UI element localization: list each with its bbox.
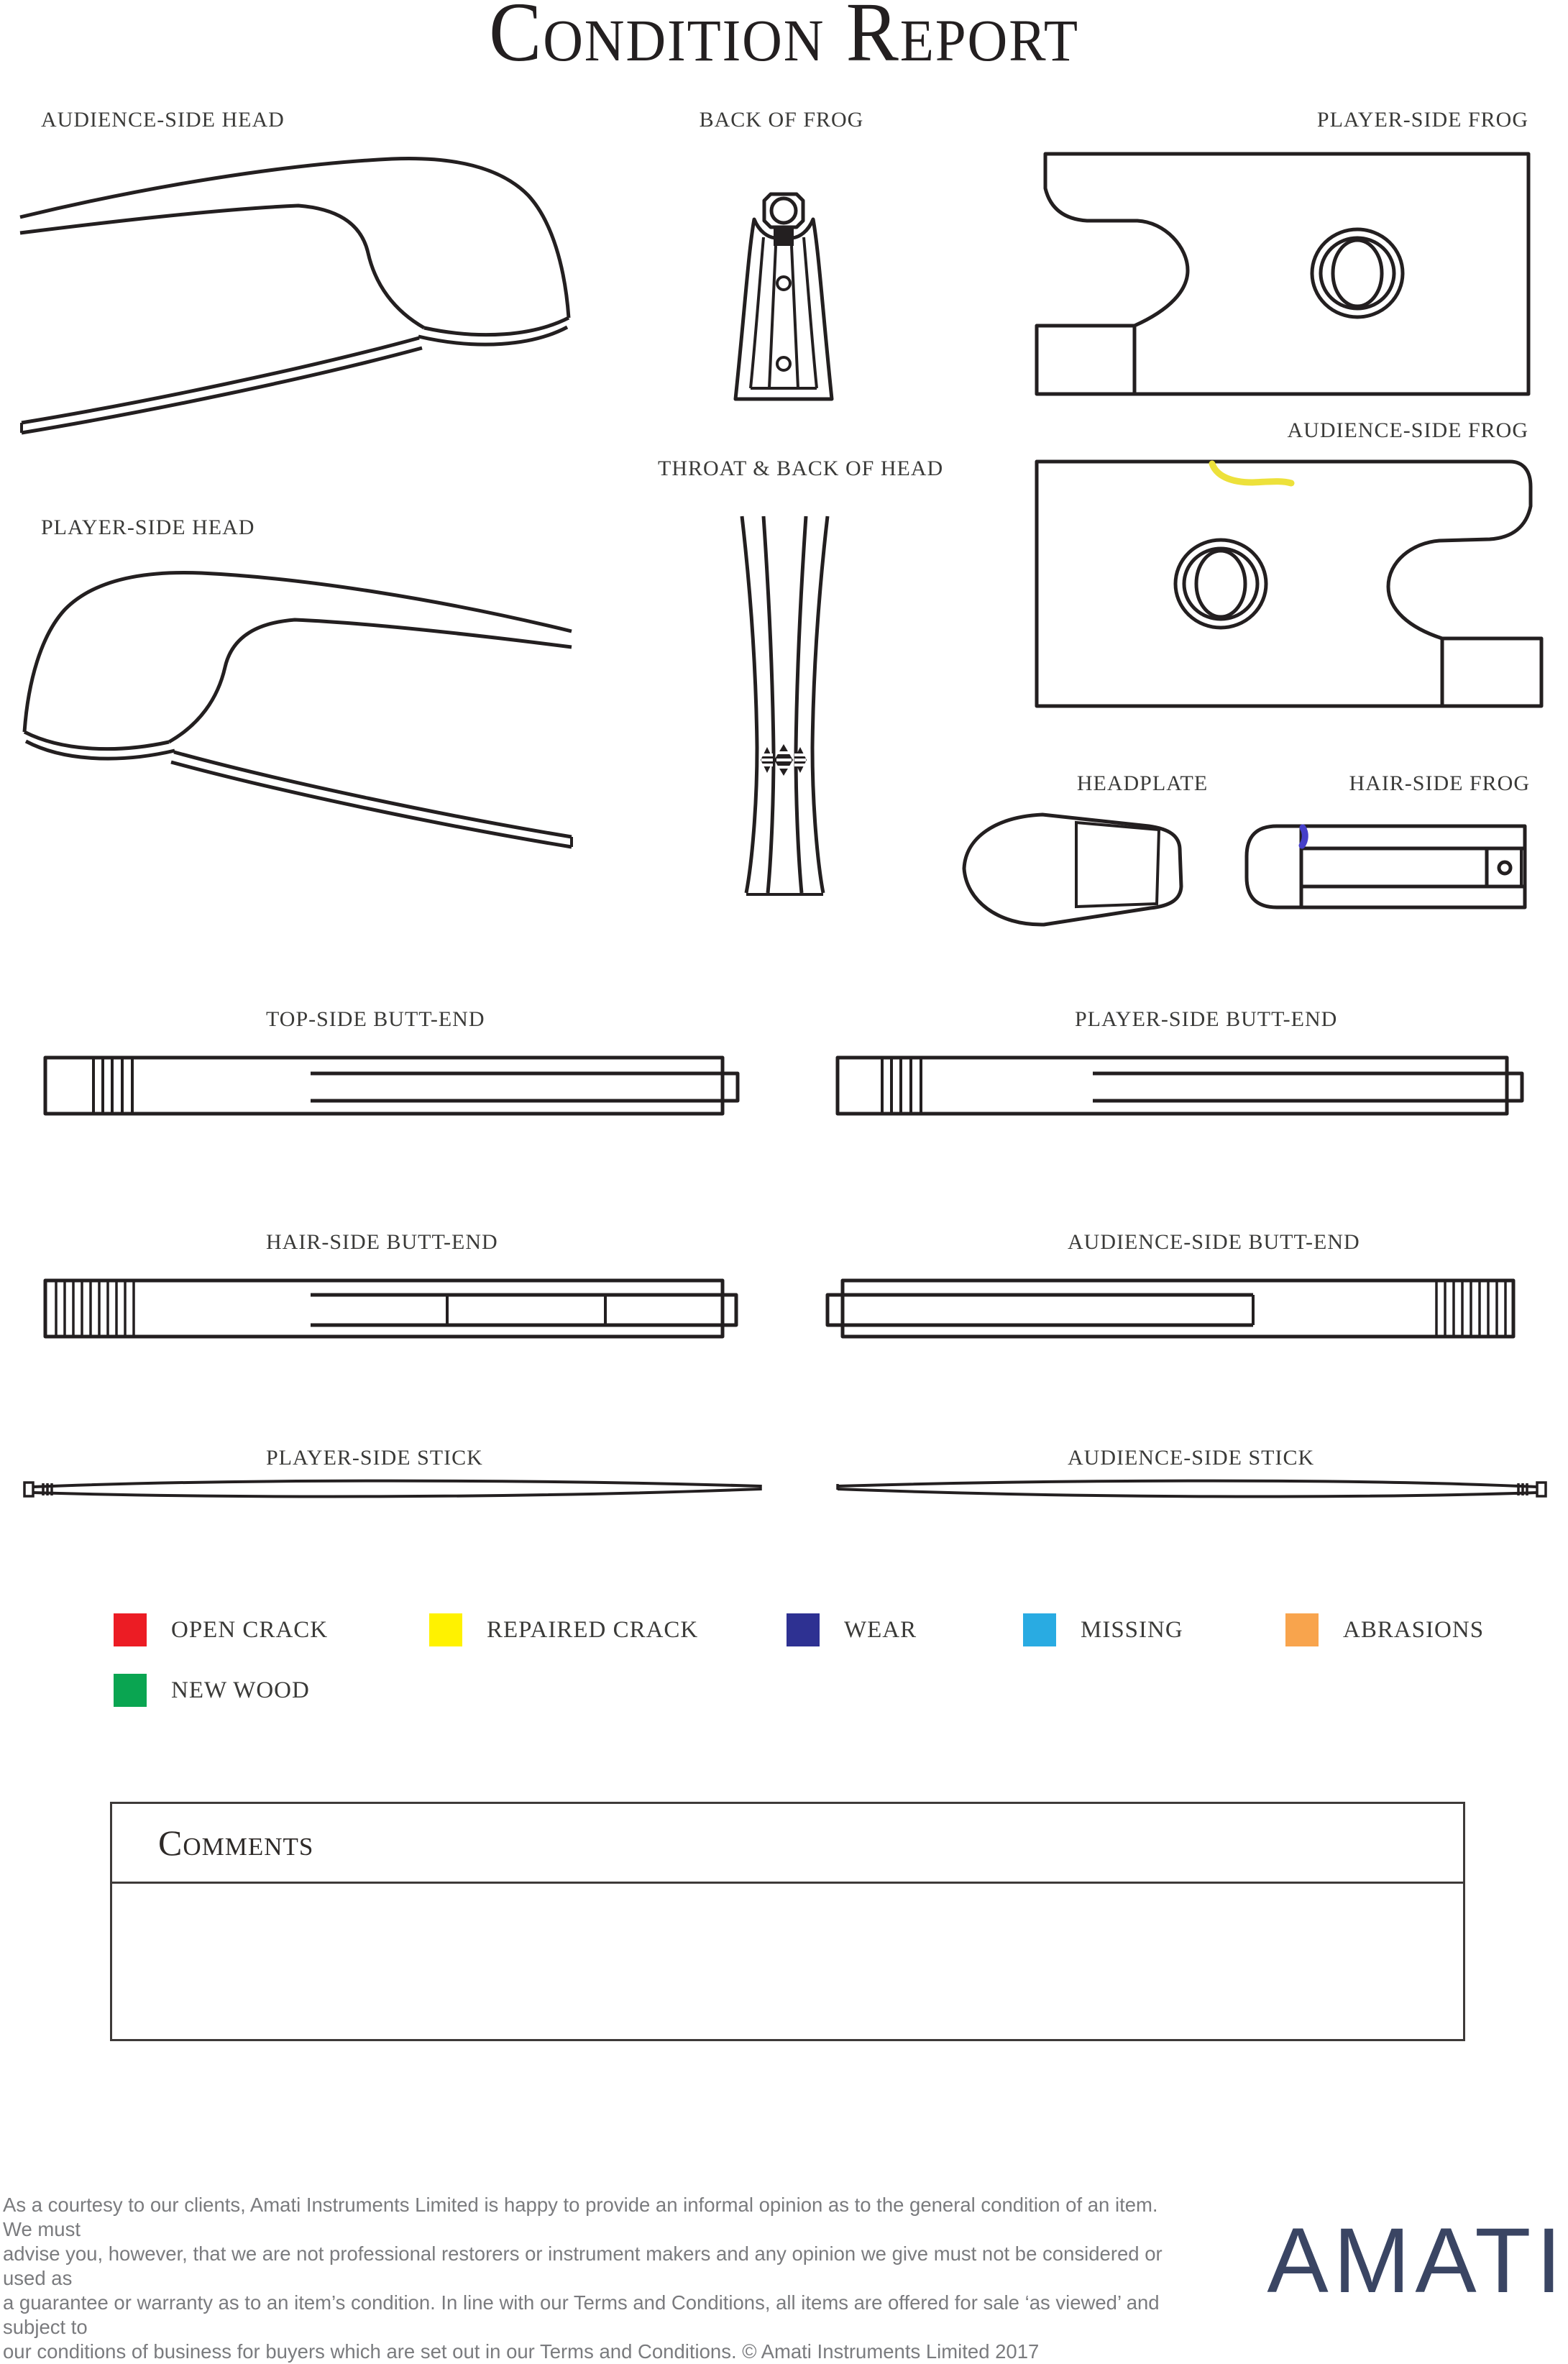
audience-side-stick-drawing — [838, 1481, 1546, 1497]
legend-item-open-crack — [114, 1613, 328, 1646]
legend-item-abrasions — [1285, 1613, 1484, 1646]
legend-label: WEAR — [844, 1616, 917, 1643]
audience-side-frog-drawing — [1037, 462, 1541, 706]
top-side-butt-end-drawing — [45, 1058, 738, 1114]
amati-logo — [1259, 2197, 1568, 2312]
open-crack-swatch-icon — [114, 1613, 147, 1646]
hair-side-butt-end-drawing — [45, 1280, 736, 1337]
label-hair-side-frog: HAIR-SIDE FROG — [1349, 771, 1530, 795]
legend-label: REPAIRED CRACK — [487, 1616, 699, 1643]
amati-logo-text: AMATI — [1267, 2209, 1567, 2312]
audience-side-head-drawing — [20, 158, 569, 433]
player-side-head-drawing — [24, 572, 572, 847]
comments-box — [110, 1802, 1465, 2041]
wear-mark — [1302, 828, 1305, 846]
label-headplate: HEADPLATE — [1076, 771, 1209, 795]
player-side-stick-drawing — [24, 1481, 761, 1497]
page-title: Condition Report — [489, 0, 1079, 79]
back-of-frog-drawing — [735, 194, 832, 399]
label-player-side-frog: PLAYER-SIDE FROG — [1316, 108, 1528, 132]
legend-item-wear — [787, 1613, 917, 1646]
label-audience-side-frog: AUDIENCE-SIDE FROG — [1287, 418, 1528, 442]
abrasions-swatch-icon — [1285, 1613, 1319, 1646]
label-hair-side-butt-end: HAIR-SIDE BUTT-END — [266, 1230, 498, 1254]
headplate-drawing — [964, 815, 1181, 925]
player-side-frog-drawing — [1037, 154, 1528, 394]
label-player-side-butt-end: PLAYER-SIDE BUTT-END — [1075, 1007, 1338, 1031]
repaired-crack-swatch-icon — [429, 1613, 462, 1646]
missing-swatch-icon — [1023, 1613, 1056, 1646]
label-throat-back-of-head: THROAT & BACK OF HEAD — [658, 457, 944, 480]
label-player-side-head: PLAYER-SIDE HEAD — [41, 516, 255, 539]
disclaimer-line: As a courtesy to our clients, Amati Instruments Limited is happy to provide an informal opinion as to the general condition of an item. We must — [3, 2194, 1158, 2240]
label-back-of-frog: BACK OF FROG — [699, 108, 864, 132]
disclaimer-text — [3, 2193, 1182, 2364]
repaired-crack-mark — [1212, 464, 1291, 483]
legend-label: OPEN CRACK — [171, 1616, 329, 1643]
legend-label: NEW WOOD — [171, 1677, 310, 1703]
comments-input-area[interactable] — [112, 1884, 1463, 2039]
legend-item-repaired-crack — [429, 1613, 698, 1646]
legend-label: ABRASIONS — [1343, 1616, 1485, 1643]
legend-label: MISSING — [1081, 1616, 1183, 1643]
comments-heading: Comments — [112, 1804, 1463, 1884]
wear-swatch-icon — [787, 1613, 820, 1646]
audience-side-butt-end-drawing — [827, 1280, 1513, 1337]
disclaimer-line: advise you, however, that we are not professional restorers or instrument makers and any opinion we give must not be considered or used as — [3, 2242, 1163, 2289]
label-audience-side-butt-end: AUDIENCE-SIDE BUTT-END — [1068, 1230, 1360, 1254]
legend-item-new-wood — [114, 1674, 310, 1707]
disclaimer-line: a guarantee or warranty as to an item’s condition. In line with our Terms and Conditions, all items are offered for sale ‘as viewed’ and subject to — [3, 2291, 1160, 2338]
disclaimer-line: our conditions of business for buyers which are set out in our Terms and Conditions. © Amati Instruments Limited 2017 — [3, 2340, 1040, 2363]
legend-item-missing — [1023, 1613, 1183, 1646]
label-audience-side-head: AUDIENCE-SIDE HEAD — [41, 108, 285, 132]
label-audience-side-stick: AUDIENCE-SIDE STICK — [1068, 1446, 1315, 1470]
player-side-butt-end-drawing — [838, 1058, 1522, 1114]
new-wood-swatch-icon — [114, 1674, 147, 1707]
throat-back-of-head-drawing — [742, 516, 827, 894]
label-player-side-stick: PLAYER-SIDE STICK — [266, 1446, 483, 1470]
label-top-side-butt-end: TOP-SIDE BUTT-END — [266, 1007, 485, 1031]
hair-side-frog-drawing — [1247, 826, 1525, 907]
